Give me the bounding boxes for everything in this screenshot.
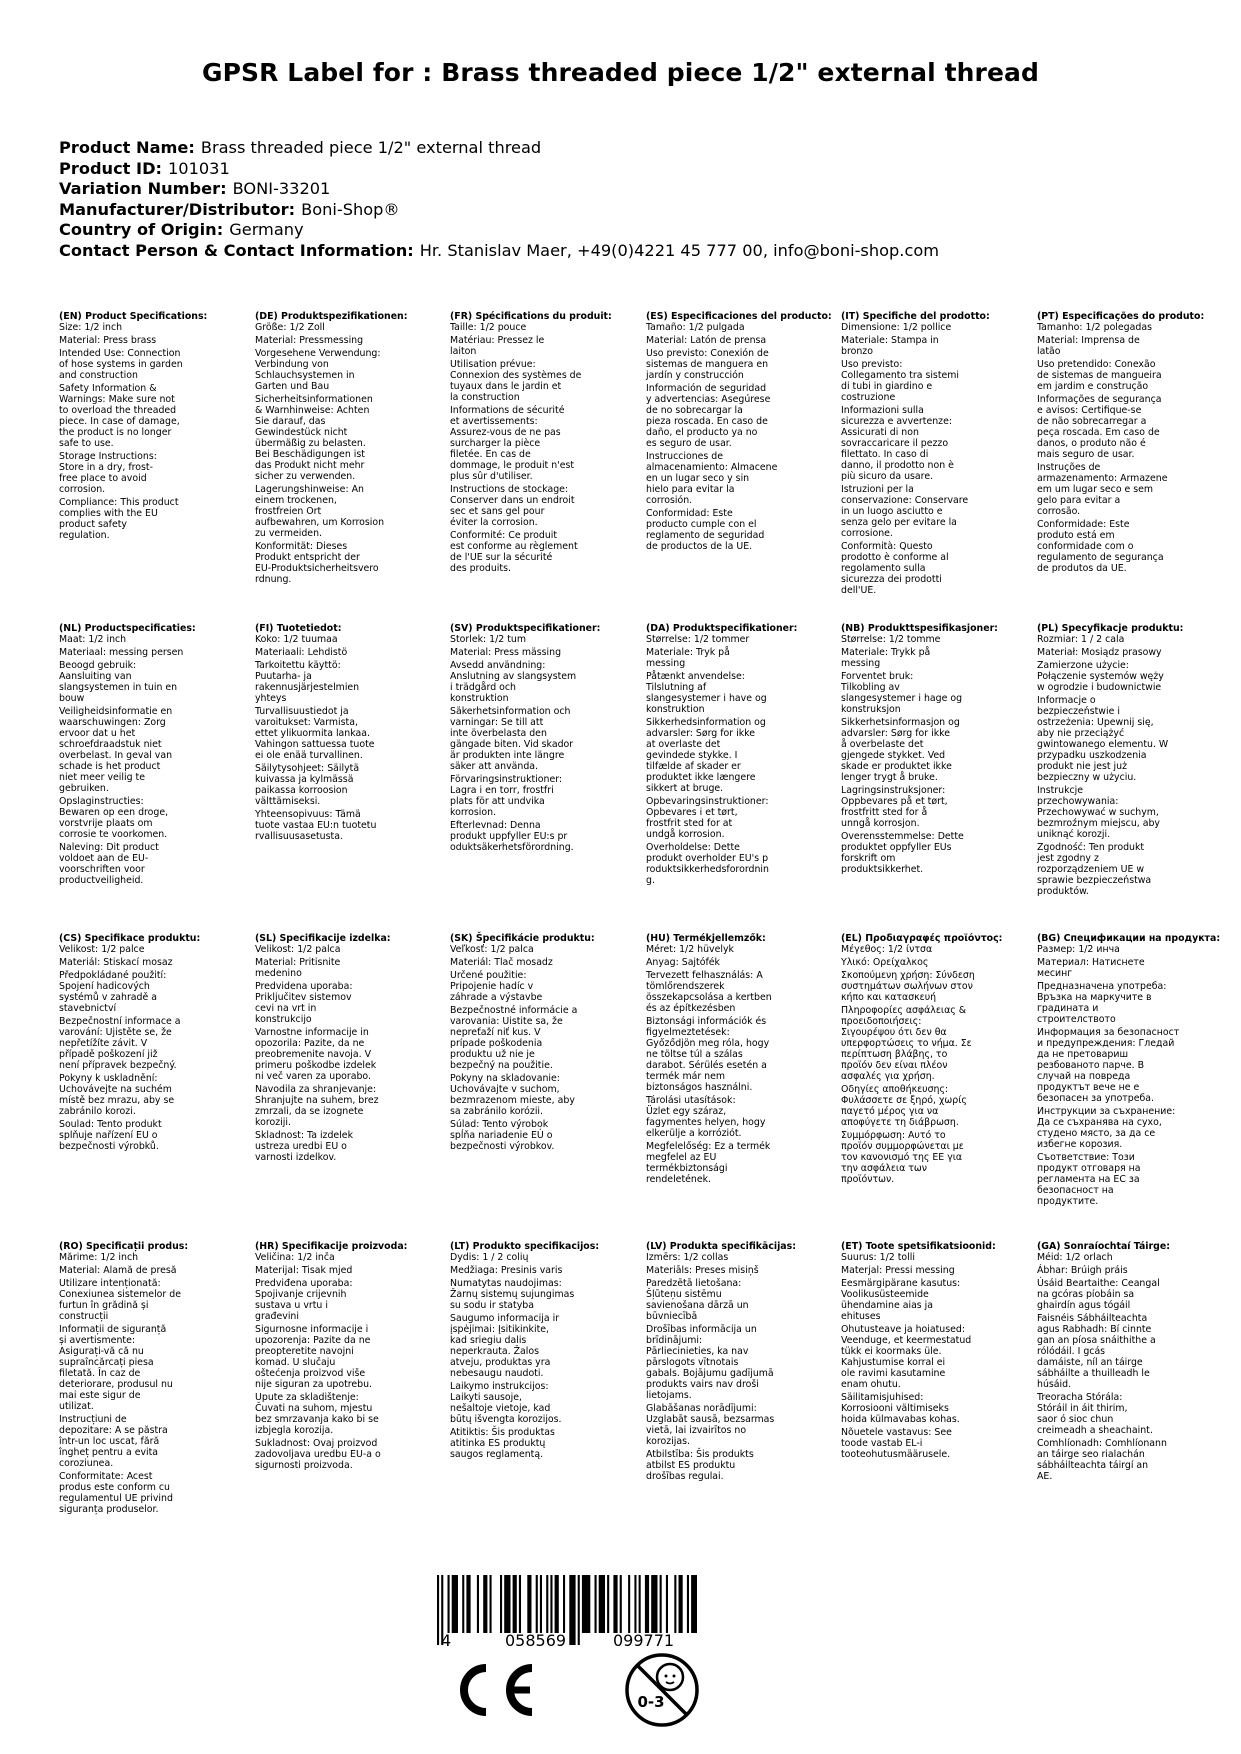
barcode-bar <box>540 1575 542 1633</box>
spec-line: Safety Information & Warnings: Make sure not to overload the threaded piece. In case of damage, the product is no longer safe to use. <box>59 383 180 449</box>
spec-line: Forventet bruk: Tilkobling av slangesystemer i hage og konstruksjon <box>841 671 963 715</box>
spec-line: Upute za skladištenje: Čuvati na suhom, mjestu bez smrzavanja kako bi se izbjegla korozija. <box>255 1392 379 1436</box>
barcode-bar <box>628 1575 630 1633</box>
spec-line: Conformidad: Este producto cumple con el reglamento de seguridad de productos de la UE. <box>646 508 765 552</box>
spec-line: Navodila za shranjevanje: Shranjujte na suhem, brez zmrzali, da se izognete koroziji. <box>255 1084 379 1128</box>
spec-line: Μέγεθος: 1/2 ίντσα <box>841 944 933 955</box>
spec-line: Rozmiar: 1 / 2 cala <box>1037 634 1125 645</box>
spec-line: Súlad: Tento výrobok spĺňa nariadenie EÚ o bezpečnosti výrobkov. <box>450 1119 555 1152</box>
spec-line: Instrucciones de almacenamiento: Almacene en un lugar seco y sin hielo para evitar la corrosión. <box>646 451 778 506</box>
spec-line: Medžiaga: Presinis varis <box>450 1265 563 1276</box>
barcode-bar <box>437 1575 439 1645</box>
info-value: Germany <box>229 220 304 239</box>
spec-column <box>841 311 1027 598</box>
info-value: Hr. Stanislav Maer, +49(0)4221 45 777 00, info@boni-shop.com <box>419 240 940 260</box>
spec-line: Material: Press mässing <box>450 647 562 658</box>
barcode-bar <box>519 1575 521 1633</box>
spec-heading: (SV) Produktspecifikationer: <box>450 623 601 634</box>
spec-line: Skladnost: Ta izdelek ustreza uredbi EU o varnosti izdelkov. <box>255 1130 354 1163</box>
barcode-bar <box>462 1575 464 1633</box>
spec-line: Συμμόρφωση: Αυτό το προϊόν συμμορφώνεται με τον κανονισμό της ΕΕ για την ασφάλεια των προϊόντων. <box>841 1130 964 1185</box>
spec-line: Информация за безопасност и предупреждения: Гледай да не претовариш резбованото парче. В случай на повреда продуктът вече не е безопасен за употреба. <box>1037 1027 1180 1104</box>
spec-heading: (IT) Specifiche del prodotto: <box>841 311 990 322</box>
spec-heading: (DA) Produktspecifikationer: <box>646 623 798 634</box>
spec-line: Anyag: Sajtófék <box>646 957 720 968</box>
info-value: 101031 <box>167 158 230 178</box>
spec-column <box>841 623 1027 877</box>
spec-line: Materiál: Stiskací mosaz <box>59 957 173 968</box>
spec-line: Mărime: 1/2 inch <box>59 1252 139 1263</box>
info-label: Contact Person & Contact Information: <box>59 240 414 260</box>
spec-line: Informations de sécurité et avertissements: Assurez-vous de ne pas surcharger la pièce filetée. En cas de dommage, le produit n'est plus sûr d'utiliser. <box>450 405 575 482</box>
spec-column <box>1037 311 1223 576</box>
spec-line: Materiál: Tlač mosadz <box>450 957 553 968</box>
spec-column <box>646 933 832 1187</box>
spec-line: Drošības informācija un brīdinājumi: Pārliecinieties, ka nav pārslogots vītnotais gabals. Bojājumu gadījumā produkts vairs nav droši lietojams. <box>646 1324 774 1401</box>
spec-line: Material: Imprensa de latão <box>1037 335 1140 357</box>
spec-line: Materiale: Trykk på messing <box>841 647 931 669</box>
info-label: Country of Origin: <box>59 220 224 239</box>
barcode-bar <box>595 1575 597 1633</box>
age-warning-icon <box>622 1650 702 1730</box>
barcode-bar <box>660 1575 662 1633</box>
spec-line: Storlek: 1/2 tum <box>450 634 526 645</box>
spec-line: Pokyny k uskladnění: Uchovávejte na suchém místě bez mrazu, aby se zabránilo korozi. <box>59 1073 175 1117</box>
spec-line: Materiale: Tryk på messing <box>646 647 730 669</box>
spec-line: Předpokládané použití: Spojení hadicových systémů v zahradě a stavebnictví <box>59 970 167 1014</box>
spec-line: Informacje o bezpieczeństwie i ostrzeżenia: Upewnij się, aby nie przeciążyć gwintowanego elementu. W przypadku uszkodzenia produkt nie jest już bezpieczny w użyciu. <box>1037 695 1169 783</box>
spec-column <box>450 1241 636 1462</box>
spec-line: Opslaginstructies: Bewaren op een droge, vorstvrije plaats om corrosie te voorkomen. <box>59 796 169 840</box>
barcode-bar <box>582 1575 590 1633</box>
spec-line: Instrukcje przechowywania: Przechowywać w suchym, bezmroźnym miejscu, aby uniknąć korozji. <box>1037 785 1160 840</box>
spec-column <box>450 933 636 1154</box>
spec-line: Soulad: Tento produkt splňuje nařízení EU o bezpečnosti výrobků. <box>59 1119 162 1152</box>
spec-heading: (DE) Produktspezifikationen: <box>255 311 408 322</box>
spec-heading: (GA) Sonraíochtaí Táirge: <box>1037 1241 1170 1252</box>
spec-line: Uso previsto: Collegamento tra sistemi di tubi in giardino e costruzione <box>841 359 959 403</box>
spec-line: Informazioni sulla sicurezza e avvertenze: Assicurati di non sovraccaricare il pezzo filettato. In caso di danno, il prodotto non è più sicuro da usare. <box>841 405 954 482</box>
barcode-bar <box>569 1575 575 1645</box>
spec-line: Atitiktis: Šis produktas atitinka ES produktų saugos reglamentą. <box>450 1427 555 1460</box>
spec-line: Tamaño: 1/2 pulgada <box>646 322 745 333</box>
barcode-bar <box>645 1575 649 1633</box>
spec-line: Taille: 1/2 pouce <box>450 322 527 333</box>
info-manufacturer <box>59 200 1209 221</box>
barcode-bar <box>536 1575 538 1633</box>
spec-line: Påtænkt anvendelse: Tilslutning af slangesystemer i have og konstruktion <box>646 671 767 715</box>
spec-line: Σκοπούμενη χρήση: Σύνδεση συστημάτων σωλήνων στον κήπο και κατασκευή <box>841 970 975 1003</box>
spec-line: Materijal: Tisak mjed <box>255 1265 353 1276</box>
spec-column <box>59 311 245 543</box>
spec-heading: (SL) Specifikacije izdelka: <box>255 933 391 944</box>
spec-heading: (CS) Specifikace produktu: <box>59 933 201 944</box>
spec-line: Veiligheidsinformatie en waarschuwingen: Zorg ervoor dat u het schroefdraadstuk niet overbelast. In geval van schade is het product niet meer veilig te gebruiken. <box>59 706 173 794</box>
spec-heading: (NL) Productspecificaties: <box>59 623 196 634</box>
spec-line: Velikost: 1/2 palce <box>59 944 145 955</box>
spec-line: Sikkerhedsinformation og advarsler: Sørg for ikke at overlaste det gevindede stykke. I tilfælde af skader er produktet ikke længere sikkert at bruge. <box>646 717 766 794</box>
spec-line: Atbilstība: Šis produkts atbilst ES produktu drošības regulai. <box>646 1449 754 1482</box>
spec-heading: (LT) Produkto specifikacijos: <box>450 1241 600 1252</box>
spec-line: Informații de siguranță și avertismente: Asigurați-vă că nu supraîncărcați piesa filetată. În caz de deteriorare, produsul nu mai este sigur de utilizat. <box>59 1324 173 1412</box>
page-title: GPSR Label for : Brass threaded piece 1/2" external thread <box>202 58 1039 87</box>
spec-line: Materiale: Stampa in bronzo <box>841 335 939 357</box>
spec-column <box>450 311 636 576</box>
info-label: Manufacturer/Distributor: <box>59 199 296 219</box>
spec-line: Predviđena uporaba: Spojivanje crijevnih sustava u vrtu i građevini <box>255 1278 353 1322</box>
spec-line: Materiāls: Preses misiņš <box>646 1265 759 1276</box>
spec-line: Vorgesehene Verwendung: Verbindung von Schlauchsystemen in Garten und Bau <box>255 348 381 392</box>
spec-line: Dimensione: 1/2 pollice <box>841 322 952 333</box>
spec-line: Información de seguridad y advertencias: Asegúrese de no sobrecargar la pieza roscada. En caso de daño, el producto ya no es seguro de usar. <box>646 383 771 449</box>
spec-column <box>59 933 245 1154</box>
spec-line: Overholdelse: Dette produkt overholder EU's p roduktsikkerhedsforordnin g. <box>646 842 769 886</box>
spec-line: Glabāšanas norādījumi: Uzglabāt sausā, bezsarmas vietā, lai izvairītos no korozijas. <box>646 1403 775 1447</box>
spec-line: Predvidena uporaba: Priključitev sistemov cevi na vrt in konstrukcijo <box>255 981 353 1025</box>
spec-line: Съответствие: Този продукт отговаря на регламента на ЕС за безопасност на продуктите. <box>1037 1152 1141 1207</box>
spec-column <box>255 933 441 1165</box>
barcode-bar <box>490 1575 492 1633</box>
spec-line: Conformitate: Acest produs este conform cu regulamentul UE privind siguranța produselor. <box>59 1471 173 1515</box>
spec-line: Lagringsinstruksjoner: Oppbevares på et tørt, frostfritt sted for å unngå korrosjon. <box>841 785 948 829</box>
spec-heading: (NB) Produkttspesifikasjoner: <box>841 623 998 634</box>
spec-column <box>255 311 441 587</box>
spec-line: Určené použitie: Pripojenie hadíc v záhrade a výstavbe <box>450 970 543 1003</box>
spec-line: Maat: 1/2 inch <box>59 634 127 645</box>
spec-line: Инструкции за съхранение: Да се съхранява на сухо, студено място, за да се избегне корозия. <box>1037 1106 1176 1150</box>
spec-line: Οδηγίες αποθήκευσης: Φυλάσσετε σε ξηρό, χωρίς παγετό μέρος για να αποφύγετε τη διάβρωση. <box>841 1084 967 1128</box>
barcode-bar <box>679 1575 683 1633</box>
spec-line: Bezpečnostné informácie a varovania: Uistite sa, že nepreťaží niť kus. V prípade poškodenia produktu už nie je bezpečný na použitie. <box>450 1005 578 1071</box>
spec-line: Yhteensopivuus: Tämä tuote vastaa EU:n tuotetu rvallisuusasetusta. <box>255 809 377 842</box>
info-variation-number <box>59 179 1209 200</box>
spec-line: Avsedd användning: Anslutning av slangsystem i trädgård och konstruktion <box>450 660 577 704</box>
spec-column <box>59 1241 245 1517</box>
barcode-bar <box>513 1575 517 1633</box>
spec-line: Uso pretendido: Conexão de sistemas de mangueira em jardim e construção <box>1037 359 1162 392</box>
info-product-id <box>59 159 1209 180</box>
spec-line: Suurus: 1/2 tolli <box>841 1252 915 1263</box>
spec-line: Tamanho: 1/2 polegadas <box>1037 322 1152 333</box>
spec-line: Zamierzone użycie: Połączenie systemów węży w ogrodzie i budownictwie <box>1037 660 1164 693</box>
spec-line: Material: Pressmessing <box>255 335 364 346</box>
spec-heading: (HU) Termékjellemzők: <box>646 933 766 944</box>
spec-line: Instrucțiuni de depozitare: A se păstra într-un loc uscat, fără îngheț pentru a evita coroziunea. <box>59 1414 168 1469</box>
barcode-bar <box>651 1575 657 1633</box>
spec-column <box>59 623 245 888</box>
age-warning <box>622 1650 702 1734</box>
spec-line: Sikkerhetsinformasjon og advarsler: Sørg for ikke å overbelaste det gjengede stykket. Ved skade er produktet ikke lenger trygt å bruke. <box>841 717 960 783</box>
spec-line: Größe: 1/2 Zoll <box>255 322 325 333</box>
spec-column <box>1037 933 1223 1209</box>
spec-line: Informações de segurança e avisos: Certifique-se de não sobrecarregar a peça roscada. Em caso de danos, o produto não é mais seguro de usar. <box>1037 394 1162 460</box>
spec-line: Zgodność: Ten produkt jest zgodny z rozporządzeniem UE w sprawie bezpieczeństwa produktów. <box>1037 842 1152 897</box>
barcode-bar <box>546 1575 548 1633</box>
spec-heading: (EN) Product Specifications: <box>59 311 208 322</box>
spec-line: Størrelse: 1/2 tomme <box>841 634 941 645</box>
spec-line: Υλικό: Ορείχαλκος <box>841 957 929 968</box>
barcode-bar <box>477 1575 479 1633</box>
spec-line: Intended Use: Connection of hose systems in garden and construction <box>59 348 183 381</box>
info-value: Boni-Shop® <box>301 199 400 219</box>
spec-line: Veličina: 1/2 inča <box>255 1252 335 1263</box>
spec-heading: (FI) Tuotetiedot: <box>255 623 342 634</box>
info-label: Variation Number: <box>59 179 227 198</box>
barcode-bar <box>599 1575 605 1633</box>
spec-column <box>1037 623 1223 899</box>
spec-line: Instructions de stockage: Conserver dans un endroit sec et sans gel pour éviter la corrosion. <box>450 484 575 528</box>
spec-line: Saugumo informacija ir įspėjimai: Įsitikinkite, kad sriegiu dalis neperkrauta. Žalos atveju, produktas yra nebesaugu naudoti. <box>450 1313 560 1379</box>
barcode-bar <box>666 1575 668 1633</box>
info-product-name <box>59 138 1209 159</box>
spec-line: Conformité: Ce produit est conforme au règlement de l'UE sur la sécurité des produits. <box>450 530 578 574</box>
spec-line: Utilizare intenționată: Conexiunea sistemelor de furtun în grădină și construcții <box>59 1278 181 1322</box>
spec-column <box>255 623 441 844</box>
spec-heading: (RO) Specificații produs: <box>59 1241 189 1252</box>
spec-line: Veľkosť: 1/2 palca <box>450 944 534 955</box>
spec-line: Conformità: Questo prodotto è conforme al regolamento sulla sicurezza dei prodotti dell'UE. <box>841 541 949 596</box>
spec-line: Säilytysohjeet: Säilytä kuivassa ja kylmässä paikassa korroosion välttämiseksi. <box>255 763 360 807</box>
spec-line: Utilisation prévue: Connexion des systèmes de tuyaux dans le jardin et la construction <box>450 359 582 403</box>
spec-line: Izmērs: 1/2 collas <box>646 1252 729 1263</box>
spec-line: Beoogd gebruik: Aansluiting van slangsystemen in tuin en bouw <box>59 660 178 704</box>
spec-line: Tervezett felhasználás: A tömlőrendszerek összekapcsolása a kertben és az építkezésben <box>646 970 772 1014</box>
spec-line: Size: 1/2 inch <box>59 322 123 333</box>
barcode-bar <box>550 1575 552 1633</box>
spec-column <box>646 623 832 888</box>
spec-line: Material: Press brass <box>59 335 157 346</box>
spec-line: Размер: 1/2 инча <box>1037 944 1120 955</box>
barcode-bar <box>500 1575 502 1633</box>
spec-column <box>646 311 832 554</box>
spec-line: Matériau: Pressez le laiton <box>450 335 545 357</box>
info-value: BONI-33201 <box>232 179 331 198</box>
spec-line: Material: Pritisnite medenino <box>255 957 341 979</box>
spec-line: Istruzioni per la conservazione: Conservare in un luogo asciutto e senza gelo per evitare la corrosione. <box>841 484 969 539</box>
info-contact <box>59 241 1209 262</box>
spec-line: Dydis: 1 / 2 colių <box>450 1252 529 1263</box>
product-info <box>59 138 1209 261</box>
spec-line: Pokyny na skladovanie: Uchovávajte v suchom, bezmrazenom mieste, aby sa zabránilo korózii. <box>450 1073 575 1117</box>
spec-heading: (PT) Especificações do produto: <box>1037 311 1205 322</box>
spec-line: Konformität: Dieses Produkt entspricht der EU-Produktsicherheitsvero rdnung. <box>255 541 379 585</box>
spec-heading: (SK) Špecifikácie produktu: <box>450 933 595 944</box>
spec-line: Opbevaringsinstruktioner: Opbevares i et tørt, frostfrit sted for at undgå korrosion. <box>646 796 769 840</box>
spec-line: Säkerhetsinformation och varningar: Se till att inte överbelasta den gängade biten. Vid skador är produkten inte längre säker att använda. <box>450 706 574 772</box>
barcode-bar <box>504 1575 510 1633</box>
barcode-bar <box>448 1575 450 1633</box>
spec-line: Ábhar: Brúigh práis <box>1037 1265 1128 1276</box>
barcode-digit-lead: 4 <box>441 1631 452 1650</box>
spec-line: Naleving: Dit product voldoet aan de EU- voorschriften voor productveiligheid. <box>59 842 159 886</box>
spec-line: Material: Latón de prensa <box>646 335 767 346</box>
barcode-bar <box>620 1575 622 1633</box>
spec-line: Nõuetele vastavus: See toode vastab EL-i tooteohutusmäärusele. <box>841 1427 952 1460</box>
spec-line: Paredzētā lietošana: Šļūteņu sistēmu savienošana dārzā un būvniecībā <box>646 1278 749 1322</box>
spec-line: Úsáid Beartaithe: Ceangal na gcóras píobáin sa ghairdín agus tógáil <box>1037 1278 1160 1311</box>
spec-column <box>841 933 1027 1187</box>
spec-line: Faisnéis Sábháilteachta agus Rabhadh: Bí cinnte gan an píosa snáithithe a rólódáil. I gcás damáiste, níl an táirge sábháilte a thuilleadh le húsáid. <box>1037 1313 1156 1390</box>
spec-line: Sicherheitsinformationen & Warnhinweise: Achten Sie darauf, das Gewindestück nicht übermäßig zu belasten. Bei Beschädigungen ist das Produkt nicht mehr sicher zu verwenden. <box>255 394 373 482</box>
spec-heading: (LV) Produkta specifikācijas: <box>646 1241 796 1252</box>
barcode-bar <box>483 1575 487 1633</box>
barcode-bar <box>687 1575 689 1633</box>
spec-column <box>841 1241 1027 1462</box>
spec-line: Treoracha Stórála: Stóráil in áit thirim, saor ó sioc chun creimeadh a sheachaint. <box>1037 1392 1153 1436</box>
spec-line: Lagerungshinweise: An einem trockenen, frostfreien Ort aufbewahren, um Korrosion zu vermeiden. <box>255 484 385 539</box>
spec-line: Varnostne informacije in opozorila: Pazite, da ne preobremenite navoja. V primeru poškodbe izdelek ni več varen za uporabo. <box>255 1027 377 1082</box>
spec-line: Størrelse: 1/2 tommer <box>646 634 750 645</box>
spec-line: Megfelelőség: Ez a termék megfelel az EU termékbiztonsági rendeletének. <box>646 1141 771 1185</box>
spec-line: Предназначена употреба: Връзка на маркучите в градината и строителството <box>1037 981 1167 1025</box>
barcode-bar <box>555 1575 559 1633</box>
info-country <box>59 220 1209 241</box>
spec-line: Méid: 1/2 orlach <box>1037 1252 1113 1263</box>
spec-line: Uso previsto: Conexión de sistemas de manguera en jardín y construcción <box>646 348 769 381</box>
spec-line: Méret: 1/2 hüvelyk <box>646 944 734 955</box>
barcode-bar <box>563 1575 565 1633</box>
spec-line: Instruções de armazenamento: Armazene em um lugar seco e sem gelo para evitar a corrosão. <box>1037 462 1168 517</box>
spec-column <box>646 1241 832 1484</box>
ce-mark <box>450 1660 540 1724</box>
spec-line: Materiaal: messing persen <box>59 647 184 658</box>
spec-line: Πληροφορίες ασφάλειας & προειδοποιήσεις: Σιγουρέψου ότι δεν θα υπερφορτώσεις το νήμα. Σε περίπτωση βλάβης, το προϊόν δεν είναι πλέον ασφαλές για χρήση. <box>841 1005 972 1082</box>
spec-line: Материал: Натиснете месинг <box>1037 957 1145 979</box>
spec-line: Sigurnosne informacije i upozorenja: Pazite da ne preopteretite navojni komad. U slučaju oštećenja proizvod više nije siguran za upotrebu. <box>255 1324 373 1390</box>
spec-heading: (ES) Especificaciones del producto: <box>646 311 832 322</box>
spec-line: Compliance: This product complies with the EU product safety regulation. <box>59 497 179 541</box>
spec-line: Materjal: Pressi messing <box>841 1265 955 1276</box>
spec-line: Conformidade: Este produto está em conformidade com o regulamento de segurança de produtos da UE. <box>1037 519 1164 574</box>
spec-heading: (PL) Specyfikacje produktu: <box>1037 623 1184 634</box>
spec-column <box>450 623 636 855</box>
barcode-bar <box>674 1575 676 1633</box>
spec-line: Bezpečnostní informace a varování: Ujistěte se, že nepřetížíte závit. V případě poškození již není přípravek bezpečný. <box>59 1016 181 1071</box>
spec-line: Förvaringsinstruktioner: Lagra i en torr, frostfri plats för att undvika korrosion. <box>450 774 563 818</box>
spec-heading: (FR) Spécifications du produit: <box>450 311 612 322</box>
age-range-label: 0-3 <box>637 1693 665 1711</box>
info-label: Product ID: <box>59 158 162 178</box>
barcode-bar <box>466 1575 470 1633</box>
spec-heading: (BG) Спецификации на продукта: <box>1037 933 1221 944</box>
barcode-bar <box>578 1575 580 1645</box>
barcode-bar <box>527 1575 531 1633</box>
spec-line: Tárolási utasítások: Üzlet egy száraz, fagymentes helyen, hogy elkerülje a korróziót. <box>646 1095 766 1139</box>
spec-line: Storage Instructions: Store in a dry, frost- free place to avoid corrosion. <box>59 451 157 495</box>
spec-heading: (EL) Προδιαγραφές προϊόντος: <box>841 933 1003 944</box>
spec-column <box>255 1241 441 1473</box>
spec-line: Numatytas naudojimas: Žarnų sistemų sujungimas su sodu ir statyba <box>450 1278 575 1311</box>
barcode-bar <box>607 1575 609 1633</box>
spec-line: Biztonsági információk és figyelmeztetések: Győződjön meg róla, hogy ne töltse túl a szálas darabot. Sérülés esetén a termék már nem biztonságos használni. <box>646 1016 770 1093</box>
spec-heading: (HR) Specifikacije proizvoda: <box>255 1241 408 1252</box>
barcode-digits-right: 099771 <box>613 1631 675 1650</box>
spec-line: Tarkoitettu käyttö: Puutarha- ja rakennusjärjestelmien yhteys <box>255 660 360 704</box>
spec-line: Turvallisuustiedot ja varoitukset: Varmista, ettet ylikuormita lankaa. Vahingon sattuessa tuote ei ole enää turvallinen. <box>255 706 375 761</box>
spec-line: Säilitamisjuhised: Korrosiooni vältimiseks hoida külmavabas kohas. <box>841 1392 960 1425</box>
barcode-bar <box>613 1575 617 1633</box>
spec-column <box>1037 1241 1223 1484</box>
barcode-bar <box>691 1575 697 1633</box>
spec-line: Material: Alamă de presă <box>59 1265 177 1276</box>
spec-line: Laikymo instrukcijos: Laikyti sausoje, nešaltoje vietoje, kad būtų išvengta korozijos. <box>450 1381 562 1425</box>
barcode-bar <box>634 1575 636 1633</box>
spec-line: Ohutusteave ja hoiatused: Veenduge, et keermestatud tükk ei koormaks üle. Kahjustumise korral ei ole ravimi kasutamine enam ohutu. <box>841 1324 972 1390</box>
spec-line: Overensstemmelse: Dette produktet oppfyller EUs forskrift om produktsikkerhet. <box>841 831 964 875</box>
spec-line: Velikost: 1/2 palca <box>255 944 341 955</box>
info-value: Brass threaded piece 1/2" external thread <box>200 138 542 157</box>
barcode-bar <box>639 1575 641 1633</box>
spec-line: Eesmärgipärane kasutus: Voolikusüsteemide ühendamine aias ja ehituses <box>841 1278 961 1322</box>
ce-mark-icon <box>450 1660 540 1720</box>
spec-line: Koko: 1/2 tuumaa <box>255 634 338 645</box>
spec-line: Materiaali: Lehdistö <box>255 647 348 658</box>
spec-line: Efterlevnad: Denna produkt uppfyller EU:s pr oduktsäkerhetsförordning. <box>450 820 574 853</box>
barcode-digits-left: 058569 <box>505 1631 567 1650</box>
spec-line: Materiał: Mosiądz prasowy <box>1037 647 1162 658</box>
spec-line: Comhlíonadh: Comhlíonann an táirge seo rialachán sábháilteachta táirgí an AE. <box>1037 1438 1167 1482</box>
info-label: Product Name: <box>59 138 195 157</box>
spec-line: Sukladnost: Ovaj proizvod zadovoljava uredbu EU-a o sigurnosti proizvoda. <box>255 1438 381 1471</box>
barcode-bar <box>452 1575 458 1633</box>
spec-heading: (ET) Toote spetsifikatsioonid: <box>841 1241 996 1252</box>
